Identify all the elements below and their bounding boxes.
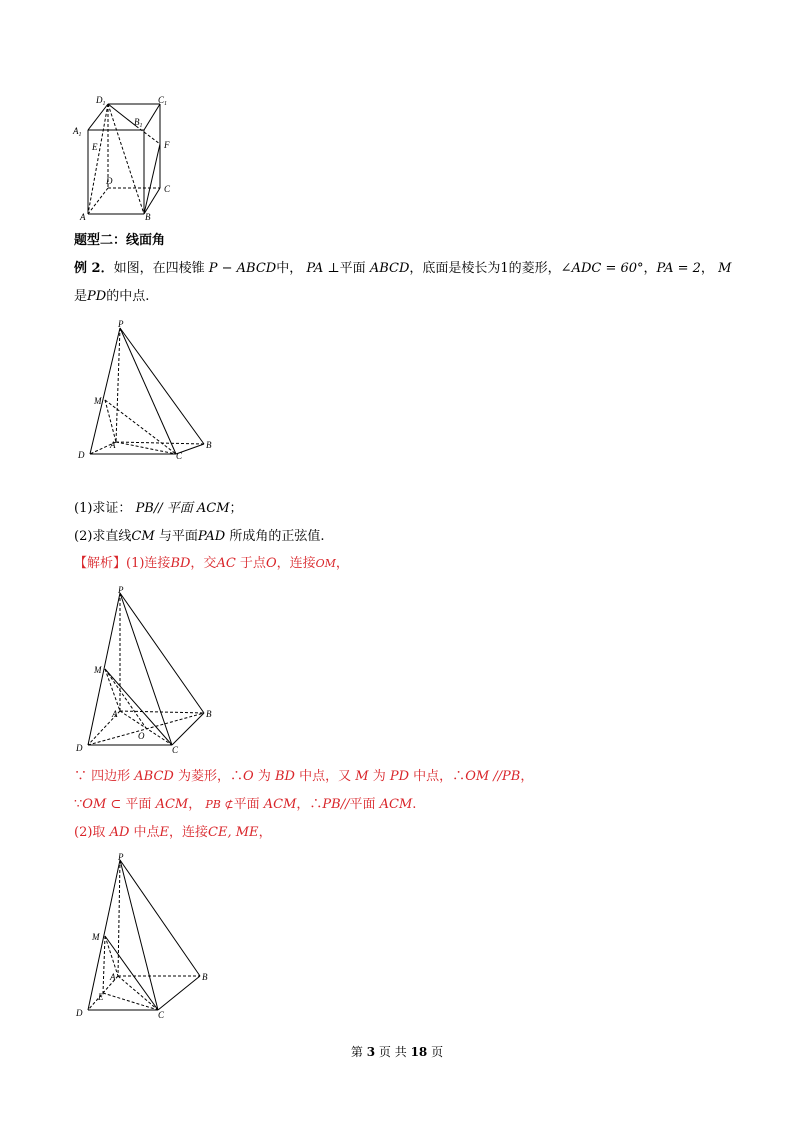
label-p: P xyxy=(118,585,124,595)
label-e: E xyxy=(98,992,104,1002)
figure-cuboid xyxy=(72,92,192,224)
proof-line-1: ∵ 四边形 ABCD 为菱形，∴O 为 BD 中点，又 M 为 PD 中点，∴OM //PB， xyxy=(74,769,534,784)
label-c: C xyxy=(176,451,183,460)
page-footer: 第 3 页 共 18 页 xyxy=(350,1045,444,1059)
label-f: F xyxy=(164,140,170,150)
label-d: D xyxy=(76,1008,83,1018)
label-m: M xyxy=(94,665,102,675)
solution-line-1: 【解析】(1)连接BD，交AC 于点O，连接OM， xyxy=(74,556,349,571)
label-a1: $A_1$ xyxy=(73,126,82,138)
section-title: 题型二：线面角 xyxy=(74,233,166,248)
figure-pyramid-2 xyxy=(72,585,222,757)
label-d: D xyxy=(106,176,113,186)
label-m: M xyxy=(94,396,102,406)
label-d: D xyxy=(78,450,85,460)
example-line-2: 是PD的中点. xyxy=(74,289,150,304)
label-b: B xyxy=(206,440,212,450)
label-o: O xyxy=(138,731,145,741)
label-b1: $B_1$ xyxy=(134,117,143,129)
question-1: (1)求证： PB// 平面 ACM； xyxy=(74,501,243,516)
label-c: C xyxy=(158,1010,165,1020)
label-p: P xyxy=(118,852,124,862)
example-line-1: 例 2．如图，在四棱锥 P − ABCD中， PA ⊥平面 ABCD，底面是棱长为1的菱形，∠ADC = 60°，PA = 2， M xyxy=(74,261,732,276)
figure-pyramid-1 xyxy=(72,318,222,460)
label-c1: $C_1$ xyxy=(158,95,168,107)
label-m: M xyxy=(92,932,100,942)
label-a: A xyxy=(112,709,118,719)
question-2: (2)求直线CM 与平面PAD 所成角的正弦值. xyxy=(74,529,325,544)
label-b: B xyxy=(145,212,151,222)
label-a: A xyxy=(110,440,116,450)
proof-line-2: ∵OM ⊂ 平面 ACM， PB ⊄平面 ACM，∴PB//平面 ACM. xyxy=(74,797,417,812)
label-b: B xyxy=(206,709,212,719)
label-e: E xyxy=(92,142,98,152)
label-c: C xyxy=(164,184,171,194)
label-b: B xyxy=(202,972,208,982)
label-p: P xyxy=(118,319,124,329)
figure-pyramid-3 xyxy=(72,852,222,1024)
label-a: A xyxy=(110,972,116,982)
step-2-line: (2)取 AD 中点E，连接CE, ME， xyxy=(74,825,272,840)
label-d: D xyxy=(76,743,83,753)
label-a: A xyxy=(80,212,86,222)
label-d1: $D_1$ xyxy=(96,95,106,107)
label-c: C xyxy=(172,745,179,755)
